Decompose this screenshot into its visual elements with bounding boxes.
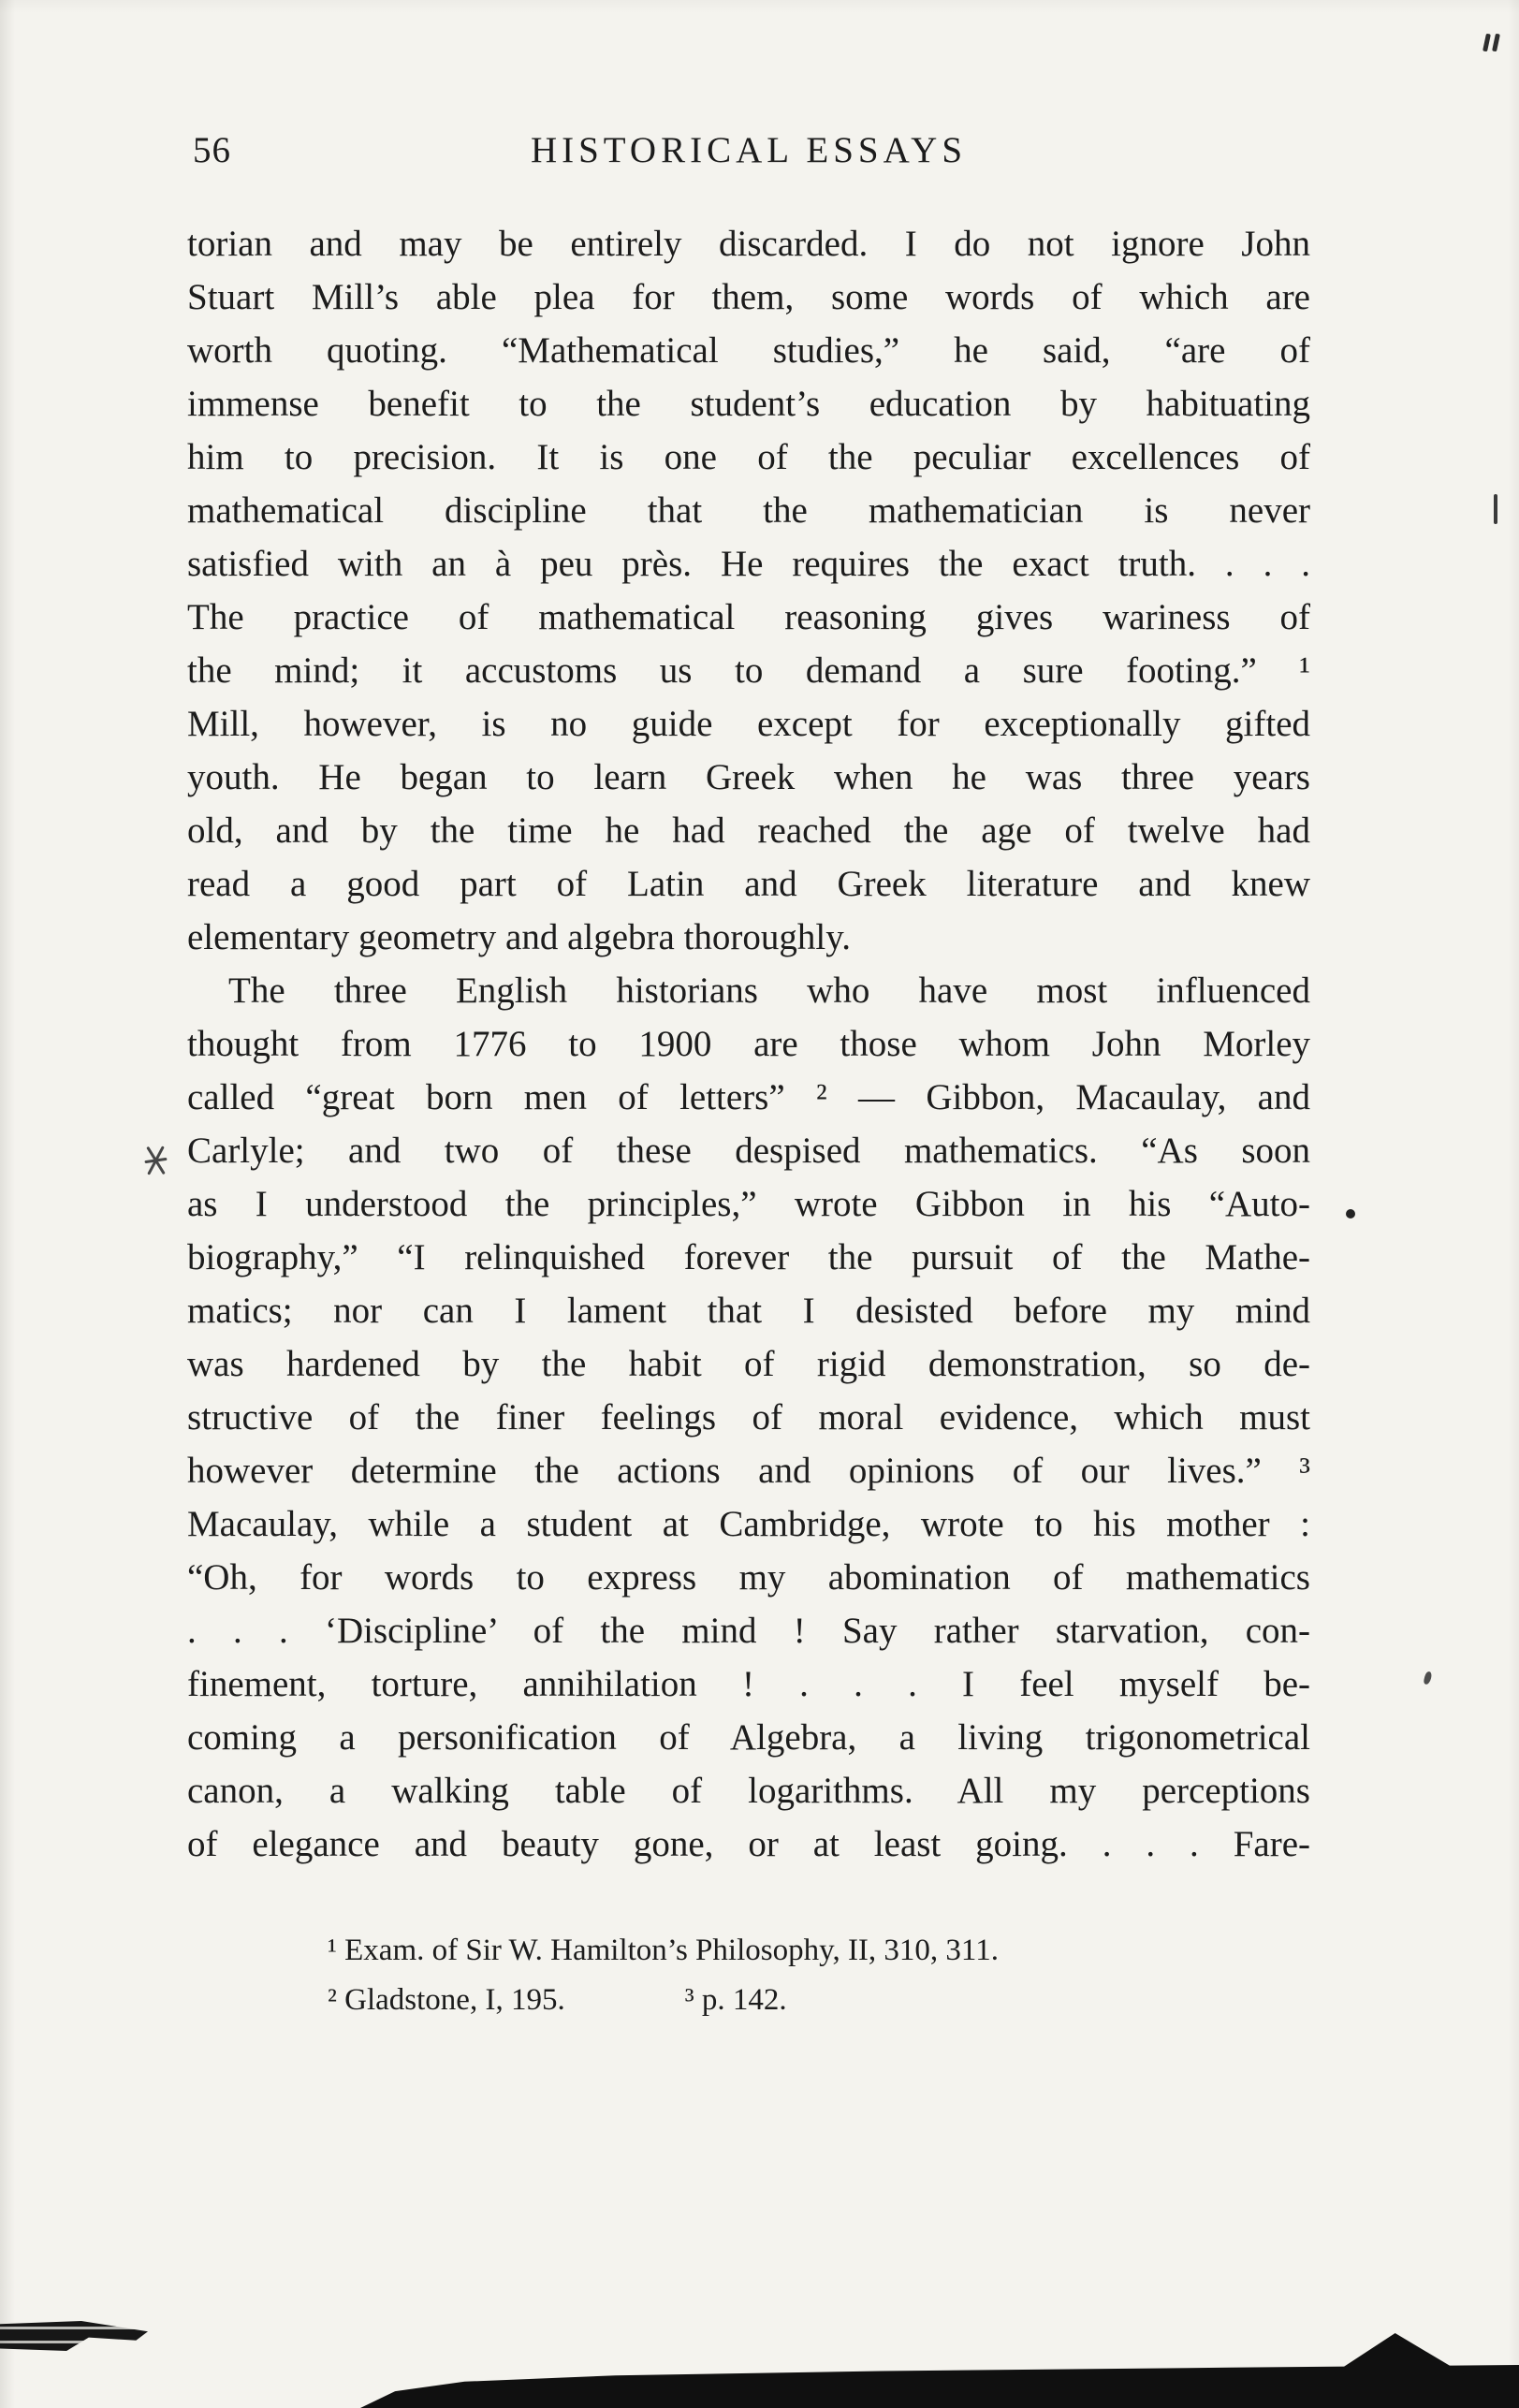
text-line: coming a personification of Algebra, a living trigonometrical <box>187 1717 1310 1758</box>
text-line: The practice of mathematical reasoning gives wariness of <box>187 597 1310 637</box>
paragraph-2 <box>187 964 1310 1871</box>
running-header: HISTORICAL ESSAYS <box>530 130 968 170</box>
text-line: youth. He began to learn Greek when he was three years <box>187 757 1310 797</box>
page-header <box>187 129 1310 178</box>
text-line: Mill, however, is no guide except for exceptionally gifted <box>187 704 1310 744</box>
text-line: Stuart Mill’s able plea for them, some words of which are <box>187 277 1310 317</box>
body-text <box>187 217 1310 1871</box>
text-line: The three English historians who have most influenced <box>228 970 1310 1011</box>
paragraph-1 <box>187 217 1310 964</box>
text-line: satisfied with an à peu près. He requires the exact truth. . . . <box>187 544 1310 584</box>
text-line: immense benefit to the student’s education by habituating <box>187 384 1310 424</box>
text-line: Carlyle; and two of these despised mathematics. “As soon <box>187 1131 1310 1171</box>
text-line: read a good part of Latin and Greek literature and knew <box>187 864 1310 904</box>
ink-dot <box>1346 1209 1355 1219</box>
footnote-2: ² Gladstone, I, 195. <box>328 1983 565 2017</box>
scan-mark-vertical-tick <box>1494 494 1497 524</box>
text-line: . . . ‘Discipline’ of the mind ! Say rather starvation, con- <box>187 1611 1310 1651</box>
text-line: Macaulay, while a student at Cambridge, wrote to his mother : <box>187 1504 1310 1544</box>
text-line: torian and may be entirely discarded. I do not ignore John <box>187 224 1310 264</box>
text-line: was hardened by the habit of rigid demonstration, so de- <box>187 1344 1310 1384</box>
scan-speck <box>1423 1671 1432 1685</box>
text-line: “Oh, for words to express my abomination of mathematics <box>187 1557 1310 1598</box>
text-line: the mind; it accustoms us to demand a sure footing.” ¹ <box>187 650 1310 691</box>
text-line: matics; nor can I lament that I desisted before my mind <box>187 1291 1310 1331</box>
pencil-mark <box>140 1144 170 1177</box>
scan-smudge <box>0 2321 148 2351</box>
text-line: thought from 1776 to 1900 are those whom John Morley <box>187 1024 1310 1064</box>
text-line: him to precision. It is one of the peculiar excellences of <box>187 437 1310 477</box>
text-line: finement, torture, annihilation ! . . . I feel myself be- <box>187 1664 1310 1704</box>
text-line: canon, a walking table of logarithms. All my perceptions <box>187 1771 1310 1811</box>
footnote-row <box>328 1976 1320 2025</box>
page-number: 56 <box>193 130 231 170</box>
text-line: structive of the finer feelings of moral evidence, which must <box>187 1397 1310 1438</box>
text-line: called “great born men of letters” ² — Gibbon, Macaulay, and <box>187 1077 1310 1117</box>
scan-black-bump <box>1320 2333 1477 2374</box>
text-line: biography,” “I relinquished forever the pursuit of the Mathe- <box>187 1237 1310 1277</box>
text-line: worth quoting. “Mathematical studies,” he said, “are of <box>187 330 1310 371</box>
text-line: elementary geometry and algebra thoroughly. <box>187 917 851 957</box>
text-line: however determine the actions and opinions of our lives.” ³ <box>187 1451 1310 1491</box>
text-line: mathematical discipline that the mathematician is never <box>187 490 1310 531</box>
text-line: as I understood the principles,” wrote Gibbon in his “Auto- <box>187 1184 1310 1224</box>
footnote-1: ¹ Exam. of Sir W. Hamilton’s Philosophy, II, 310, 311. <box>328 1934 999 1967</box>
footnote-3: ³ p. 142. <box>684 1983 787 2017</box>
footnotes <box>328 1926 1320 2025</box>
scan-mark-quote <box>1482 34 1507 56</box>
text-line: of elegance and beauty gone, or at least going. . . . Fare- <box>187 1824 1310 1864</box>
text-line: old, and by the time he had reached the age of twelve had <box>187 810 1310 851</box>
